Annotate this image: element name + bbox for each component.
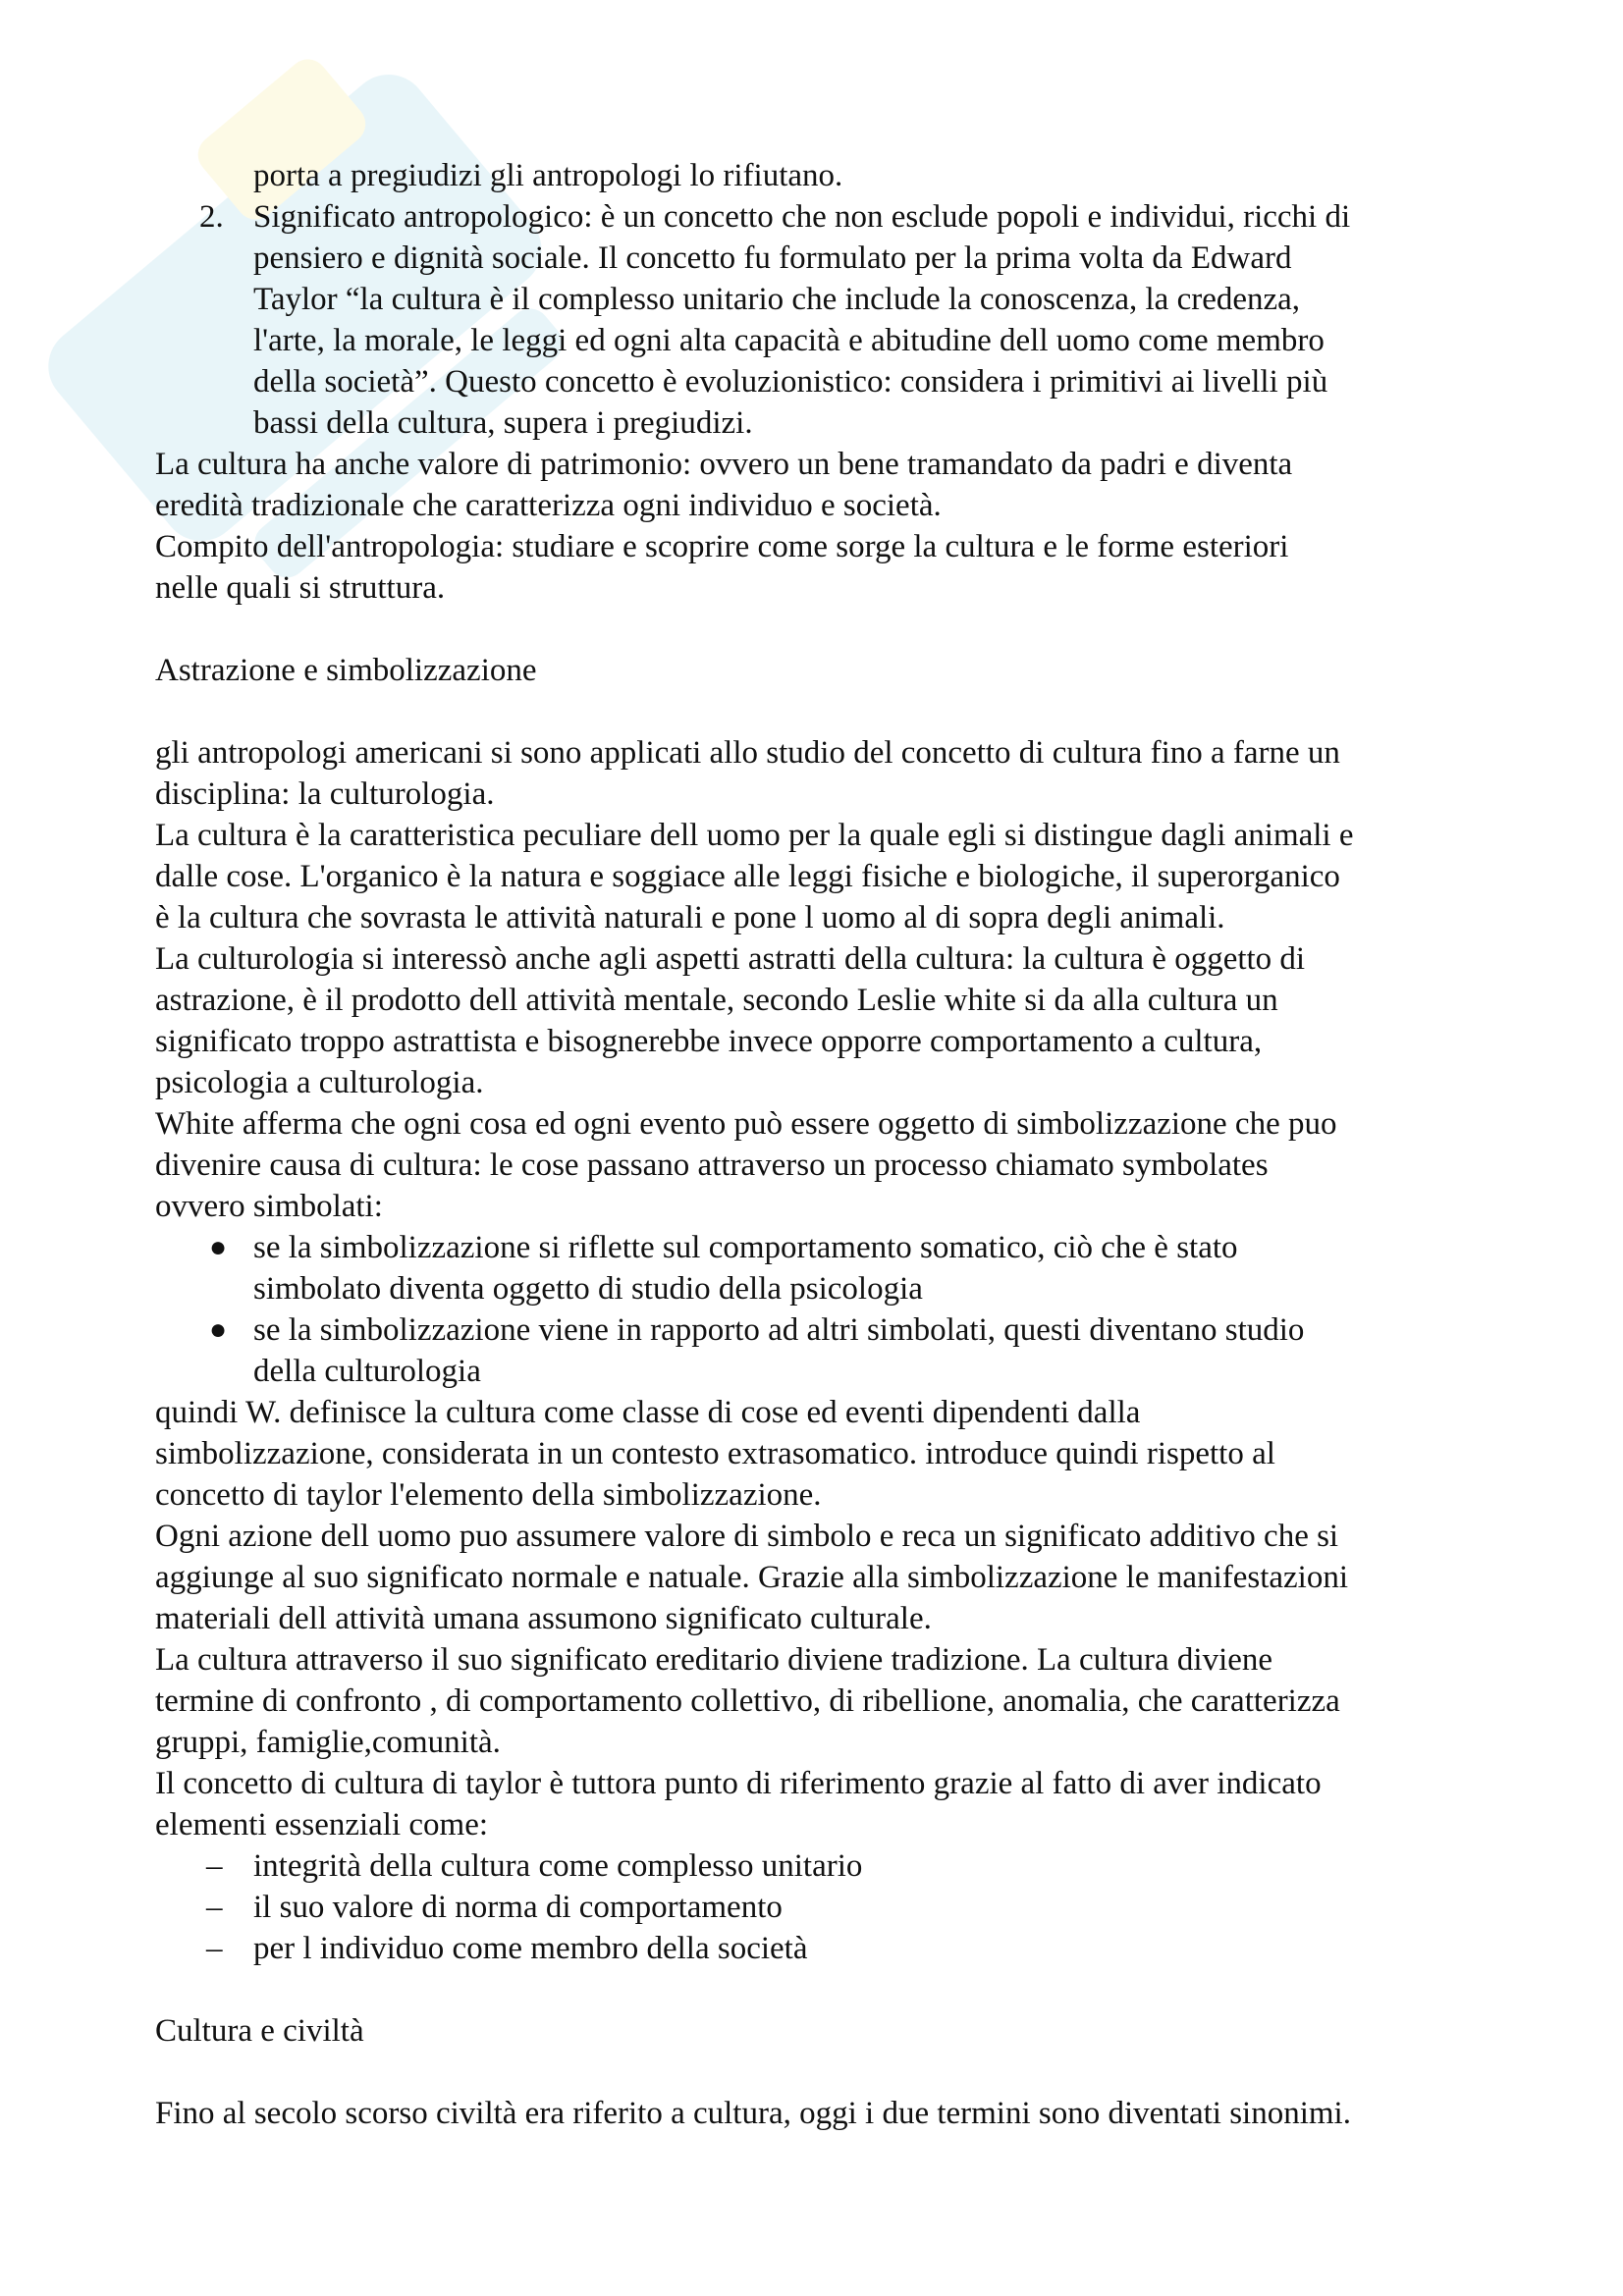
- text-line: gruppi, famiglie,comunità.: [155, 1725, 501, 1760]
- numbered-item-2: [155, 196, 1490, 444]
- text-line: integrità della cultura come complesso unitario: [253, 1848, 863, 1884]
- bullet-icon: ●: [209, 1313, 228, 1346]
- paragraph: [155, 815, 1490, 938]
- document-body: [155, 155, 1490, 2134]
- text-line: La cultura è la caratteristica peculiare dell uomo per la quale egli si distingue dagli animali e: [155, 818, 1354, 853]
- text-line: il suo valore di norma di comportamento: [253, 1890, 783, 1925]
- dash-item: [155, 1845, 1490, 1887]
- text-line: disciplina: la culturologia.: [155, 776, 495, 812]
- text-line: Taylor “la cultura è il complesso unitario che include la conoscenza, la credenza,: [253, 282, 1301, 317]
- paragraph: [155, 1516, 1490, 1639]
- text-line: gli antropologi americani si sono applicati allo studio del concetto di cultura fino a farne un: [155, 735, 1340, 771]
- text-line: della culturologia: [253, 1354, 481, 1389]
- text-line: Il concetto di cultura di taylor è tuttora punto di riferimento grazie al fatto di aver indicato: [155, 1766, 1322, 1801]
- bullet-item: [155, 1309, 1490, 1392]
- text-line: termine di confronto , di comportamento collettivo, di ribellione, anomalia, che caratterizza: [155, 1683, 1340, 1719]
- paragraph: [155, 1103, 1490, 1227]
- text-line: La culturologia si interessò anche agli aspetti astratti della cultura: la cultura è oggetto di: [155, 941, 1306, 977]
- dash-icon: –: [206, 1890, 223, 1925]
- text-line: se la simbolizzazione si riflette sul comportamento somatico, ciò che è stato: [253, 1230, 1238, 1265]
- paragraph: [155, 732, 1490, 815]
- text-line: astrazione, è il prodotto dell attività mentale, secondo Leslie white si da alla cultura un: [155, 983, 1278, 1018]
- paragraph: [155, 1639, 1490, 1763]
- text-line: pensiero e dignità sociale. Il concetto fu formulato per la prima volta da Edward: [253, 240, 1292, 276]
- text-line: materiali dell attività umana assumono significato culturale.: [155, 1601, 932, 1636]
- text-line: elementi essenziali come:: [155, 1807, 489, 1842]
- text-line: simbolato diventa oggetto di studio della psicologia: [253, 1271, 923, 1307]
- list-number: 2.: [199, 199, 224, 235]
- text-line: nelle quali si struttura.: [155, 570, 446, 606]
- text-line: se la simbolizzazione viene in rapporto ad altri simbolati, questi diventano studio: [253, 1312, 1305, 1348]
- section-heading: Astrazione e simbolizzazione: [155, 653, 537, 688]
- text-line: Significato antropologico: è un concetto che non esclude popoli e individui, ricchi di: [253, 199, 1351, 235]
- section-heading: Cultura e civiltà: [155, 2013, 364, 2049]
- dash-icon: –: [206, 1848, 223, 1884]
- text-line: quindi W. definisce la cultura come classe di cose ed eventi dipendenti dalla: [155, 1395, 1141, 1430]
- text-line: La cultura attraverso il suo significato ereditario diviene tradizione. La cultura diviene: [155, 1642, 1273, 1678]
- text-line: dalle cose. L'organico è la natura e soggiace alle leggi fisiche e biologiche, il superorganico: [155, 859, 1340, 894]
- text-line: per l individuo come membro della società: [253, 1931, 808, 1966]
- bullet-icon: ●: [209, 1231, 228, 1263]
- text-line: è la cultura che sovrasta le attività naturali e pone l uomo al di sopra degli animali.: [155, 900, 1225, 935]
- paragraph: [155, 2093, 1490, 2134]
- text-line: ovvero simbolati:: [155, 1189, 383, 1224]
- text-line: White afferma che ogni cosa ed ogni evento può essere oggetto di simbolizzazione che puo: [155, 1106, 1337, 1142]
- text-line: l'arte, la morale, le leggi ed ogni alta capacità e abitudine dell uomo come membro: [253, 323, 1325, 358]
- text-line: psicologia a culturologia.: [155, 1065, 484, 1100]
- text-line: bassi della cultura, supera i pregiudizi.: [253, 405, 753, 441]
- text-line: porta a pregiudizi gli antropologi lo rifiutano.: [253, 158, 843, 193]
- text-line: concetto di taylor l'elemento della simbolizzazione.: [155, 1477, 822, 1513]
- text-line: La cultura ha anche valore di patrimonio: ovvero un bene tramandato da padri e diventa: [155, 447, 1293, 482]
- dash-item: [155, 1928, 1490, 1969]
- text-line: della società”. Questo concetto è evoluzionistico: considera i primitivi ai livelli più: [253, 364, 1328, 400]
- dash-item: [155, 1887, 1490, 1928]
- text-line: significato troppo astrattista e bisognerebbe invece opporre comportamento a cultura,: [155, 1024, 1263, 1059]
- numbered-item-continuation: [155, 155, 1490, 196]
- paragraph: [155, 444, 1490, 526]
- text-line: Ogni azione dell uomo puo assumere valore di simbolo e reca un significato additivo che si: [155, 1519, 1339, 1554]
- paragraph: [155, 1392, 1490, 1516]
- paragraph: [155, 938, 1490, 1103]
- text-line: simbolizzazione, considerata in un contesto extrasomatico. introduce quindi rispetto al: [155, 1436, 1275, 1471]
- text-line: Fino al secolo scorso civiltà era riferito a cultura, oggi i due termini sono diventati sinonimi.: [155, 2096, 1351, 2131]
- text-line: eredità tradizionale che caratterizza ogni individuo e società.: [155, 488, 942, 523]
- text-line: divenire causa di cultura: le cose passano attraverso un processo chiamato symbolates: [155, 1148, 1269, 1183]
- bullet-item: [155, 1227, 1490, 1309]
- dash-icon: –: [206, 1931, 223, 1966]
- text-line: Compito dell'antropologia: studiare e scoprire come sorge la cultura e le forme esteriori: [155, 529, 1289, 564]
- paragraph: [155, 1763, 1490, 1845]
- text-line: aggiunge al suo significato normale e natuale. Grazie alla simbolizzazione le manifestazioni: [155, 1560, 1349, 1595]
- paragraph: [155, 526, 1490, 609]
